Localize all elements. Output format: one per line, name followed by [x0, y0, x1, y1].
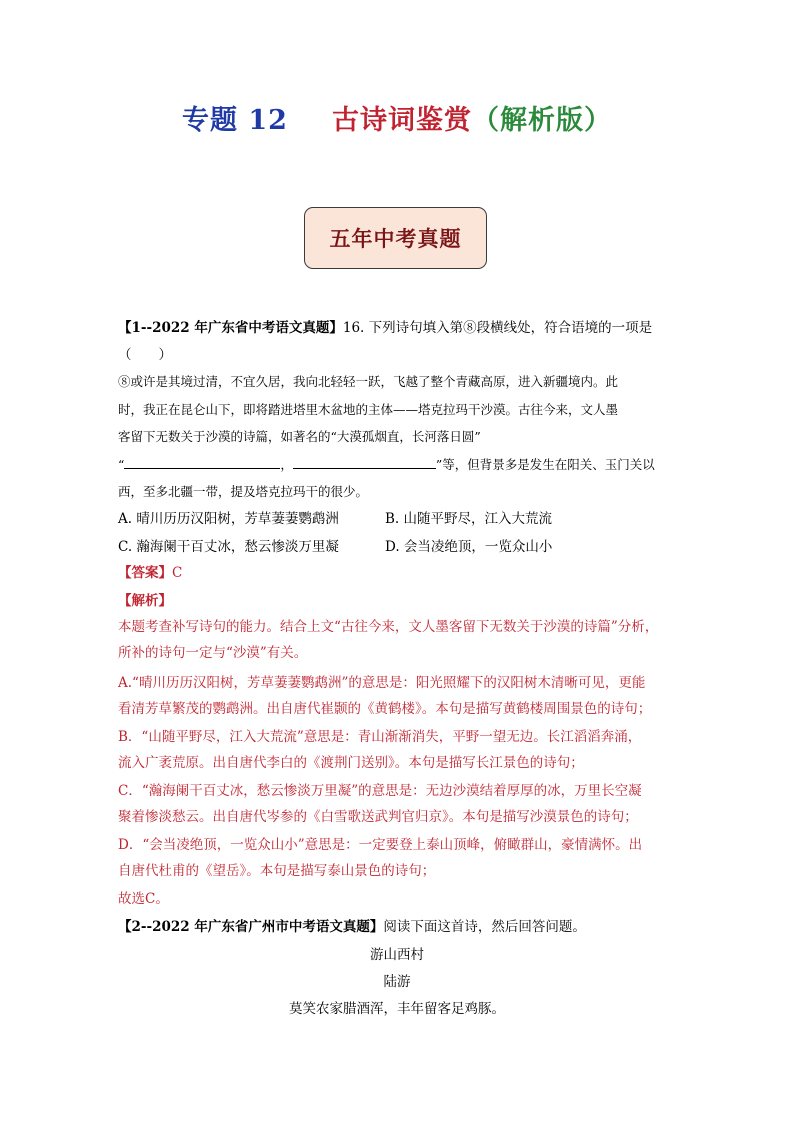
- section-heading: 五年中考真题: [329, 226, 462, 251]
- poem-line-1: 莫笑农家腊酒浑，丰年留客足鸡豚。: [289, 1001, 505, 1017]
- option-c-explain-1: C．“瀚海阑干百丈冰，愁云惨淡万里凝”的意思是：无边沙漠结着厚厚的冰，万里长空凝: [118, 783, 642, 799]
- q1-passage-line-2: 时，我正在昆仑山下，即将踏进塔里木盆地的主体——塔克拉玛干沙漠。古往今来，文人墨: [118, 402, 619, 417]
- poem-author: 陆游: [383, 974, 411, 990]
- title-edition: （解析版）: [471, 105, 612, 136]
- q1-header: [118, 318, 652, 338]
- fill-blank-1[interactable]: [124, 455, 280, 469]
- q1-source: 【1--2022 年广东省中考语文真题】: [118, 320, 343, 336]
- q2-source: 【2--2022 年广东省广州市中考语文真题】: [118, 919, 384, 935]
- section-heading-box: [304, 207, 487, 269]
- q1-answer-paren: （ ）: [118, 347, 172, 363]
- passage-line-4-tail: ”等，但背景多是发生在阳关、玉门关以: [435, 457, 655, 472]
- option-a: A. 晴川历历汉阳树，芳草萋萋鹦鹉洲: [118, 511, 339, 527]
- title-topic-number: 专题 12: [182, 105, 288, 136]
- q2-stem: 阅读下面这首诗，然后回答问题。: [383, 919, 586, 935]
- option-d: D. 会当凌绝顶，一览众山小: [385, 539, 553, 555]
- page-title: [0, 98, 794, 137]
- analysis-label: 【解析】: [118, 593, 172, 609]
- option-d-explain-1: D．“会当凌绝顶，一览众山小”意思是：一定要登上泰山顶峰，俯瞰群山，豪情满怀。出: [118, 837, 643, 853]
- option-b-explain-2: 流入广袤荒原。出自唐代李白的《渡荆门送别》。本句是描写长江景色的诗句；: [118, 755, 584, 771]
- option-d-explain-2: 自唐代杜甫的《望岳》。本句是描写泰山景色的诗句；: [118, 863, 436, 879]
- blank-comma: ，: [280, 457, 293, 472]
- analysis-line-2: 所补的诗句一定与“沙漠”有关。: [118, 645, 308, 661]
- option-b: B. 山随平野尽，江入大荒流: [385, 511, 553, 527]
- option-b-explain-1: B．“山随平野尽，江入大荒流”意思是：青山渐渐消失，平野一望无边。长江滔滔奔涌，: [118, 729, 642, 745]
- poem-title: 游山西村: [370, 947, 424, 963]
- q1-passage-line-4: [118, 455, 655, 475]
- q2-header: [118, 917, 586, 937]
- q1-passage-line-3: 客留下无数关于沙漠的诗篇，如著名的“大漠孤烟直，长河落日圆”: [118, 429, 481, 444]
- q1-passage-line-1: ⑧或许是其境过清，不宜久居，我向北轻轻一跃，飞越了整个青藏高原，进入新疆境内。此: [118, 374, 619, 389]
- option-a-explain-1: A.“晴川历历汉阳树，芳草萋萋鹦鹉洲”的意思是：阳光照耀下的汉阳树木清晰可见，更能: [118, 675, 646, 691]
- fill-blank-2[interactable]: [293, 455, 436, 469]
- title-topic-name: 古诗词鉴赏: [331, 105, 472, 136]
- analysis-line-1: 本题考查补写诗句的能力。结合上文“古往今来，文人墨客留下无数关于沙漠的诗篇”分析，: [118, 619, 659, 635]
- answer-value: C: [172, 565, 183, 581]
- answer-line: [118, 563, 182, 583]
- option-c-explain-2: 聚着惨淡愁云。出自唐代岑参的《白雪歌送武判官归京》。本句是描写沙漠景色的诗句；: [118, 809, 638, 825]
- conclusion: 故选C。: [118, 891, 169, 907]
- quote-open: “: [118, 457, 125, 472]
- answer-label: 【答案】: [118, 565, 172, 581]
- q1-passage-line-5: 西，至多北疆一带，提及塔克拉玛干的很少。: [118, 484, 369, 499]
- option-a-explain-2: 看清芳草繁茂的鹦鹉洲。出自唐代崔颢的《黄鹤楼》。本句是描写黄鹤楼周围景色的诗句；: [118, 701, 652, 717]
- option-c: C. 瀚海阑干百丈冰，愁云惨淡万里凝: [118, 539, 339, 555]
- q1-stem: 16. 下列诗句填入第⑧段横线处，符合语境的一项是: [342, 320, 653, 336]
